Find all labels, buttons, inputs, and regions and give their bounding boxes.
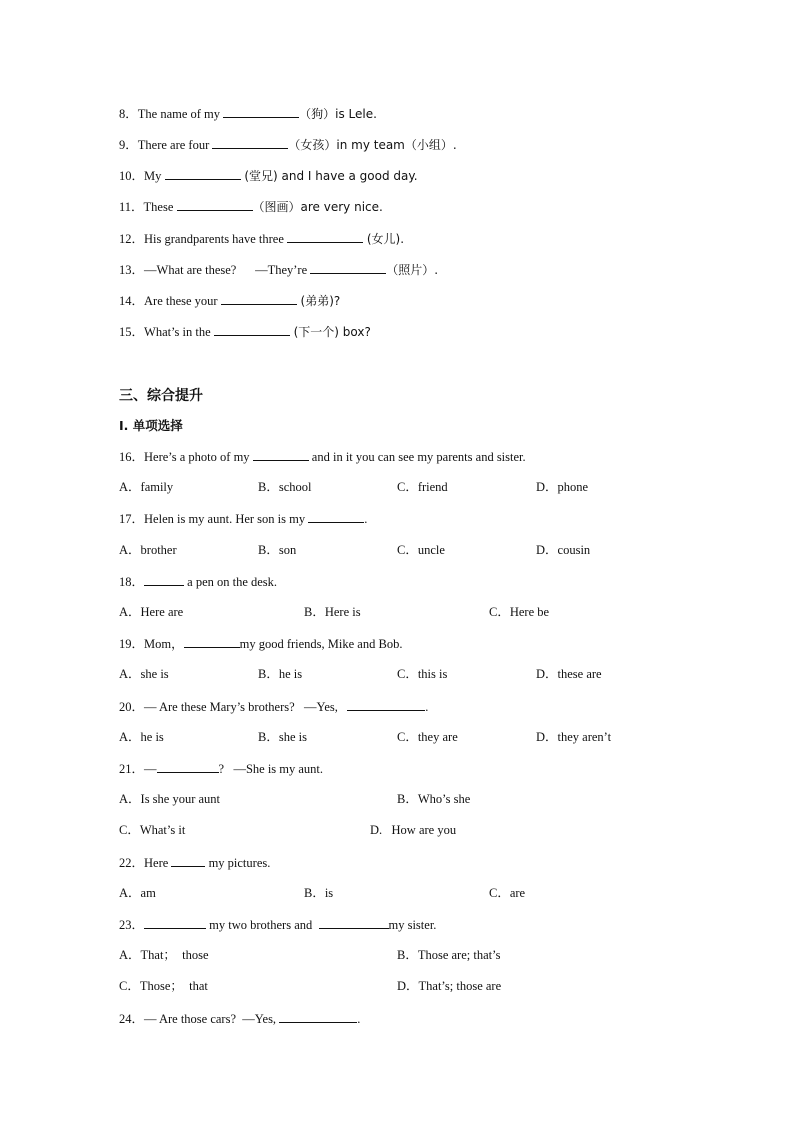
option-c[interactable]: C．are <box>489 886 526 900</box>
question-21: 21．— ? —She is my aunt. <box>119 762 324 776</box>
option-a[interactable]: A．Is she your aunt <box>119 792 221 806</box>
answer-blank[interactable] <box>212 136 288 149</box>
answer-blank[interactable] <box>157 760 219 773</box>
option-b[interactable]: B．son <box>258 543 297 557</box>
answer-blank[interactable] <box>177 198 253 211</box>
fill-in-item-10: 10．My (堂兄) and I have a good day. <box>119 169 418 183</box>
question-23: 23． my two brothers and my sister. <box>119 918 437 932</box>
answer-blank[interactable] <box>310 261 386 274</box>
fill-in-item-13: 13．—What are these? —They’re （照片）. <box>119 263 439 277</box>
option-a[interactable]: A．That； those <box>119 948 209 962</box>
option-c[interactable]: C．friend <box>397 480 448 494</box>
option-a[interactable]: A．Here are <box>119 605 184 619</box>
answer-blank[interactable] <box>287 230 363 243</box>
option-b[interactable]: B．Those are; that’s <box>397 948 501 962</box>
option-b[interactable]: B．Here is <box>304 605 361 619</box>
fill-in-item-14: 14．Are these your (弟弟)? <box>119 294 341 308</box>
answer-blank[interactable] <box>171 854 205 867</box>
question-16: 16．Here’s a photo of my and in it you can see my parents and sister. <box>119 450 526 464</box>
option-d[interactable]: D. How are you <box>370 823 457 837</box>
option-c[interactable]: C．Here be <box>489 605 550 619</box>
option-c[interactable]: C．uncle <box>397 543 445 557</box>
answer-blank[interactable] <box>319 916 389 929</box>
option-d[interactable]: D．That’s; those are <box>397 979 502 993</box>
question-17: 17．Helen is my aunt. Her son is my . <box>119 512 368 526</box>
option-c[interactable]: C．What’s it <box>119 823 186 837</box>
option-d[interactable]: D．cousin <box>536 543 591 557</box>
question-18: 18． a pen on the desk. <box>119 575 278 589</box>
option-a[interactable]: A．am <box>119 886 156 900</box>
answer-blank[interactable] <box>221 292 297 305</box>
fill-in-item-12: 12．His grandparents have three (女儿). <box>119 232 405 246</box>
fill-in-item-9: 9．There are four （女孩）in my team（小组）. <box>119 138 457 152</box>
answer-blank[interactable] <box>223 105 299 118</box>
section-title: 三、综合提升 <box>119 388 203 404</box>
option-c[interactable]: C．this is <box>397 667 448 681</box>
option-c[interactable]: C．Those； that <box>119 979 208 993</box>
option-a[interactable]: A．brother <box>119 543 177 557</box>
option-b[interactable]: B．he is <box>258 667 303 681</box>
answer-blank[interactable] <box>144 573 184 586</box>
option-b[interactable]: B．school <box>258 480 312 494</box>
answer-blank[interactable] <box>165 167 241 180</box>
answer-blank[interactable] <box>214 323 290 336</box>
question-20: 20．— Are these Mary’s brothers? —Yes, . <box>119 700 429 714</box>
option-b[interactable]: B．Who’s she <box>397 792 471 806</box>
option-d[interactable]: D．these are <box>536 667 602 681</box>
fill-in-item-11: 11．These （图画）are very nice. <box>119 200 383 214</box>
subsection-title: I. 单项选择 <box>119 418 183 433</box>
answer-blank[interactable] <box>144 916 206 929</box>
option-a[interactable]: A．he is <box>119 730 164 744</box>
option-a[interactable]: A．family <box>119 480 174 494</box>
answer-blank[interactable] <box>347 698 425 711</box>
question-19: 19．Mom， my good friends, Mike and Bob. <box>119 637 403 651</box>
option-b[interactable]: B．she is <box>258 730 307 744</box>
answer-blank[interactable] <box>279 1010 357 1023</box>
question-22: 22．Here my pictures. <box>119 856 271 870</box>
option-a[interactable]: A．she is <box>119 667 169 681</box>
answer-blank[interactable] <box>253 448 309 461</box>
answer-blank[interactable] <box>184 635 240 648</box>
option-c[interactable]: C．they are <box>397 730 458 744</box>
answer-blank[interactable] <box>308 510 364 523</box>
fill-in-item-15: 15．What’s in the (下一个) box? <box>119 325 371 339</box>
option-d[interactable]: D．they aren’t <box>536 730 612 744</box>
option-d[interactable]: D．phone <box>536 480 589 494</box>
question-24: 24．— Are those cars? —Yes, . <box>119 1012 361 1026</box>
fill-in-item-8: 8．The name of my （狗）is Lele. <box>119 107 377 121</box>
option-b[interactable]: B．is <box>304 886 334 900</box>
